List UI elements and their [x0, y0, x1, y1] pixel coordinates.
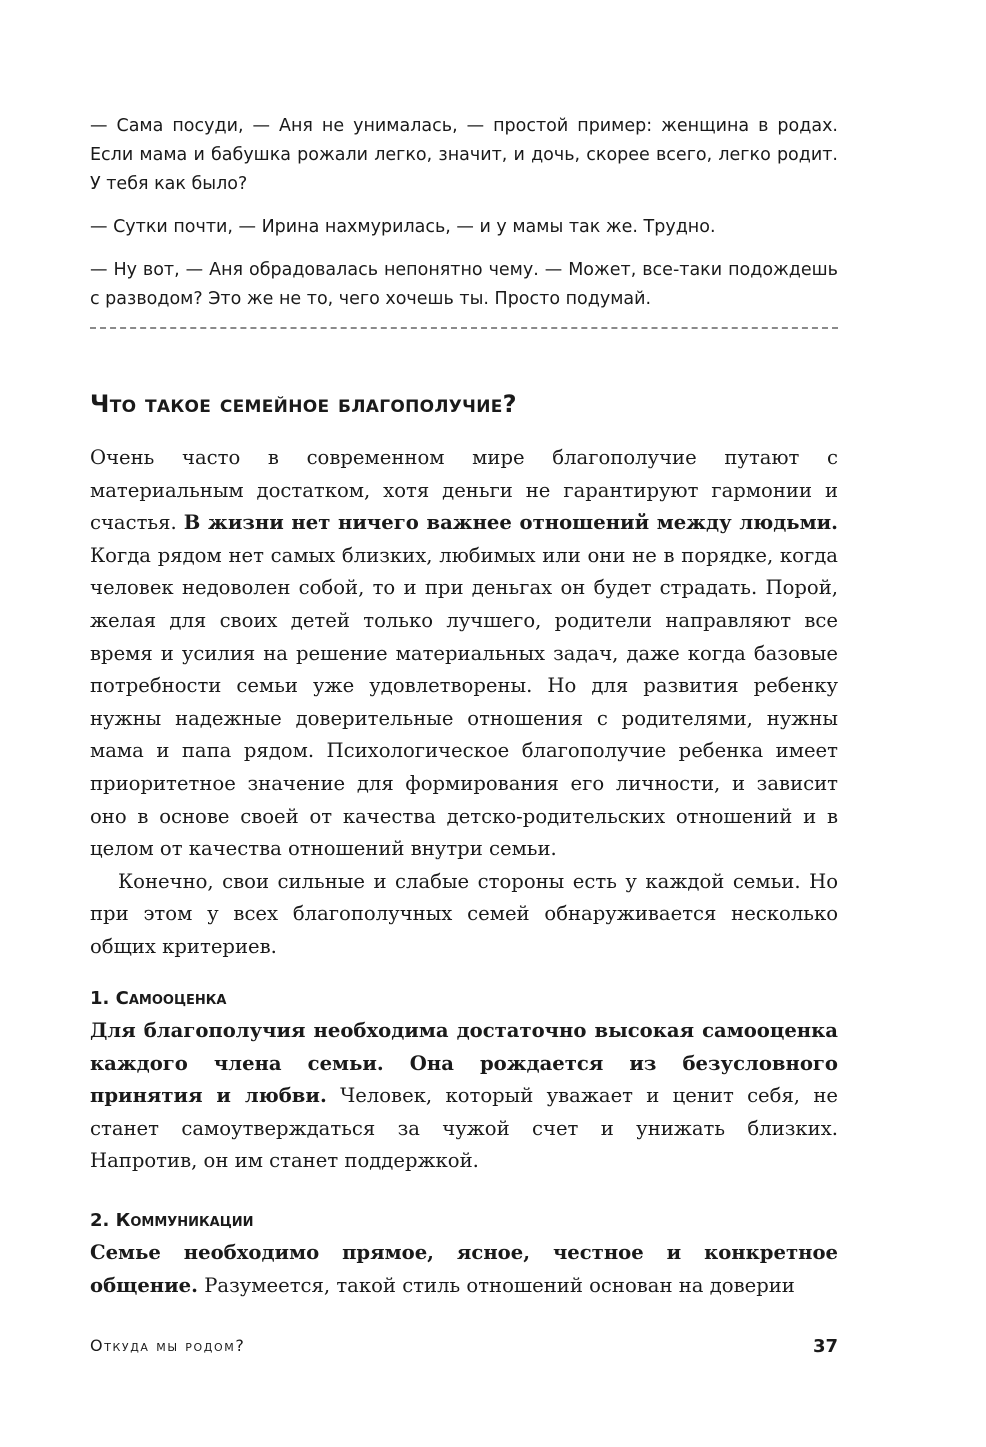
self-esteem-body	[90, 1015, 838, 1178]
dialog-excerpt	[90, 112, 838, 328]
page-number: 37	[812, 1336, 838, 1357]
subheading-self-esteem: 1. Самооценка	[90, 988, 227, 1009]
emphasis-text: Для благополучия необходима достаточно высокая самооценка каждого члена семьи. Она рождается из безусловного принятия и любви.	[90, 1019, 838, 1108]
section-heading: Что такое семейное благополучие?	[90, 390, 517, 418]
emphasis-text: В жизни нет ничего важнее отношений между людьми.	[183, 511, 838, 535]
dashed-divider	[90, 327, 838, 329]
dialog-line: — Ну вот, — Аня обрадовалась непонятно чему. — Может, все-таки подождешь с разводом? Это же не то, чего хочешь ты. Просто подумай.	[90, 260, 838, 309]
emphasis-text: Семье необходимо прямое, ясное, честное и конкретное общение.	[90, 1241, 838, 1297]
paragraph	[90, 442, 838, 866]
communications-body	[90, 1237, 838, 1302]
paragraph	[90, 1237, 838, 1302]
paragraph-text: Человек, который уважает и ценит себя, не станет самоутверждаться за чужой счет и унижать близких. Напротив, он им станет поддержкой.	[90, 1084, 838, 1173]
paragraph: Конечно, свои сильные и слабые стороны есть у каждой семьи. Но при этом у всех благополучных семей обнаруживается несколько общих критериев.	[90, 869, 838, 958]
running-title: Откуда мы родом?	[90, 1336, 246, 1355]
paragraph	[90, 1015, 838, 1178]
page-footer	[90, 1336, 838, 1362]
paragraph-text: Когда рядом нет самых близких, любимых или они не в порядке, когда человек недоволен собой, то и при деньгах он будет страдать. Порой, желая для своих детей только лучшего, родители направляют все время и усилия на решение материальных задач, даже когда базовые потребности семьи уже удовлетворены. Но для развития ребенку нужны надежные доверительные отношения с родителями, нужны мама и папа рядом. Психологическое благополучие ребенка имеет приоритетное значение для формирования его личности, и зависит оно в основе своей от качества детско-родительских отношений и в целом от качества отношений внутри семьи.	[90, 543, 838, 861]
paragraph-text: Разумеется, такой стиль отношений основан на доверии	[204, 1273, 795, 1297]
dialog-line: — Сутки почти, — Ирина нахмурилась, — и у мамы так же. Трудно.	[90, 217, 716, 237]
subheading-communications: 2. Коммуникации	[90, 1210, 254, 1231]
section-body	[90, 442, 838, 964]
dialog-line: — Сама посуди, — Аня не унималась, — простой пример: женщина в родах. Если мама и бабушка рожали легко, значит, и дочь, скорее всего, легко родит. У тебя как было?	[90, 116, 838, 194]
paragraph-text: Очень часто в современном мире благополучие путают с материальным достатком, хотя деньги не гарантируют гармонии и счастья.	[90, 446, 838, 535]
